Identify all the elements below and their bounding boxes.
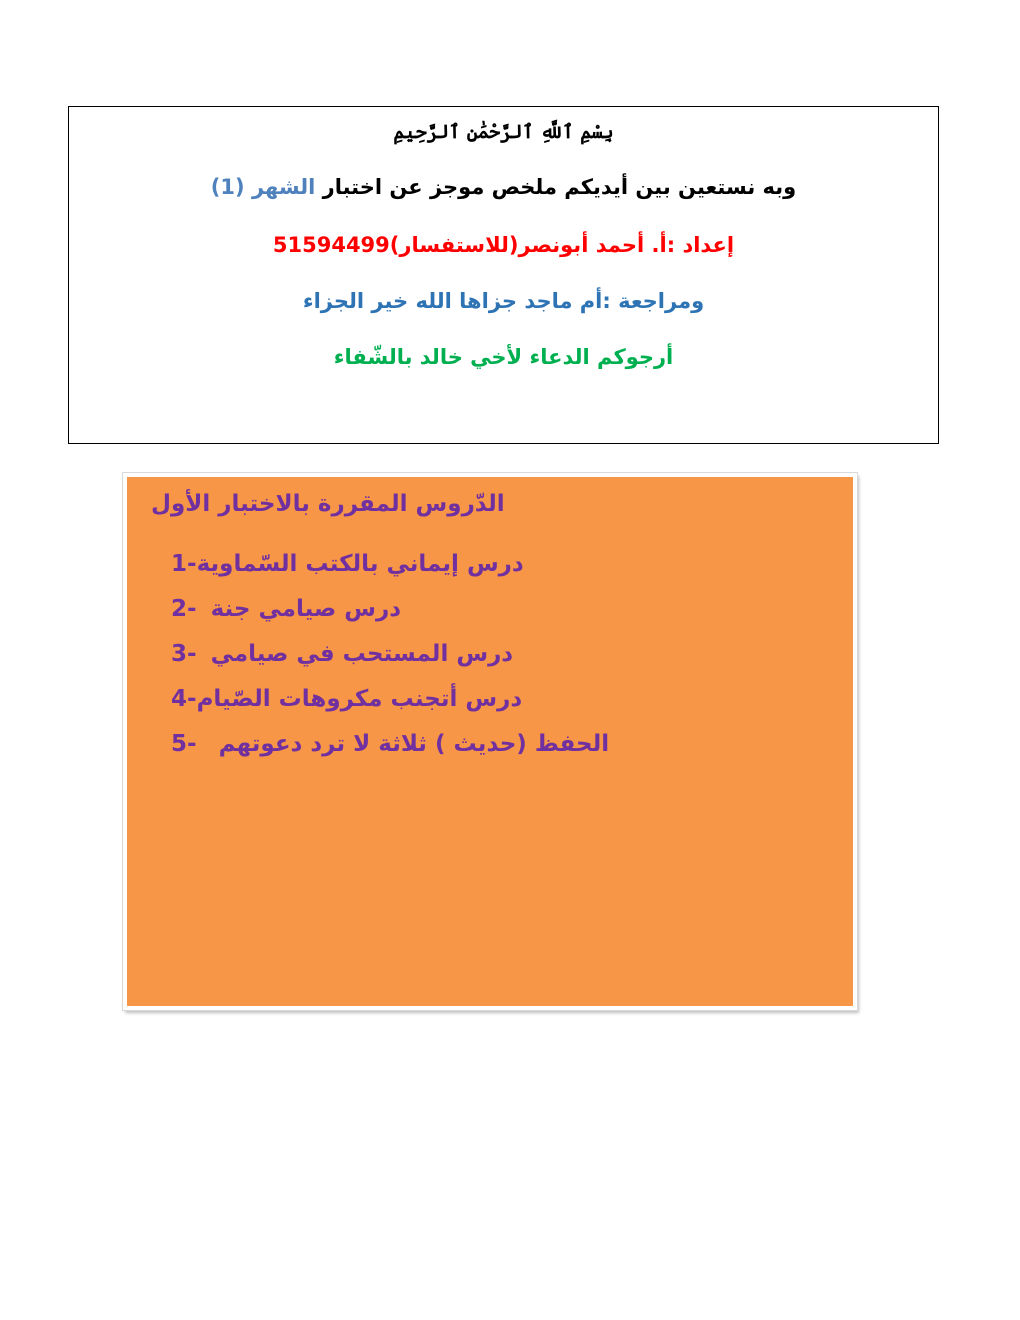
prepared-by: إعداد :أ. أحمد أبونصر(للاستفسار)51594499 [272,233,735,257]
lesson-text: درس صيامي جنة [210,596,402,622]
lesson-item-1 [171,551,524,577]
lessons-box [123,473,857,1010]
reviewed-by: ومراجعة :أم ماجد جزاها الله خير الجزاء [302,289,705,313]
intro-text: وبه نستعين بين أيديكم ملخص موجز عن اختبار [315,175,797,199]
lesson-number: 4- [171,686,197,712]
header-box [68,106,939,444]
basmala: بِسْمِ ٱللَّهِ ٱلرَّحْمَٰنِ ٱلرَّحِيمِ [393,121,614,143]
lesson-number: 2- [171,596,197,622]
lesson-item-4 [171,686,522,712]
lesson-number: 3- [171,641,197,667]
lesson-item-3 [171,641,513,667]
lesson-number: 1- [171,551,197,577]
intro-line [69,175,938,199]
lesson-text: درس إيماني بالكتب السّماوية [196,551,524,577]
lesson-item-5 [171,731,609,757]
prayer-line: أرجوكم الدعاء لأخي خالد بالشّفاء [333,345,674,369]
lesson-item-2 [171,596,401,622]
lesson-number: 5- [171,731,197,757]
intro-accent: الشهر (1) [210,175,316,199]
lessons-title: الدّروس المقررة بالاختبار الأول [151,491,505,517]
lesson-text: الحفظ (حديث ) ثلاثة لا ترد دعوتهم [218,731,610,757]
lesson-text: درس أتجنب مكروهات الصّيام [196,686,523,712]
lesson-text: درس المستحب في صيامي [210,641,514,667]
